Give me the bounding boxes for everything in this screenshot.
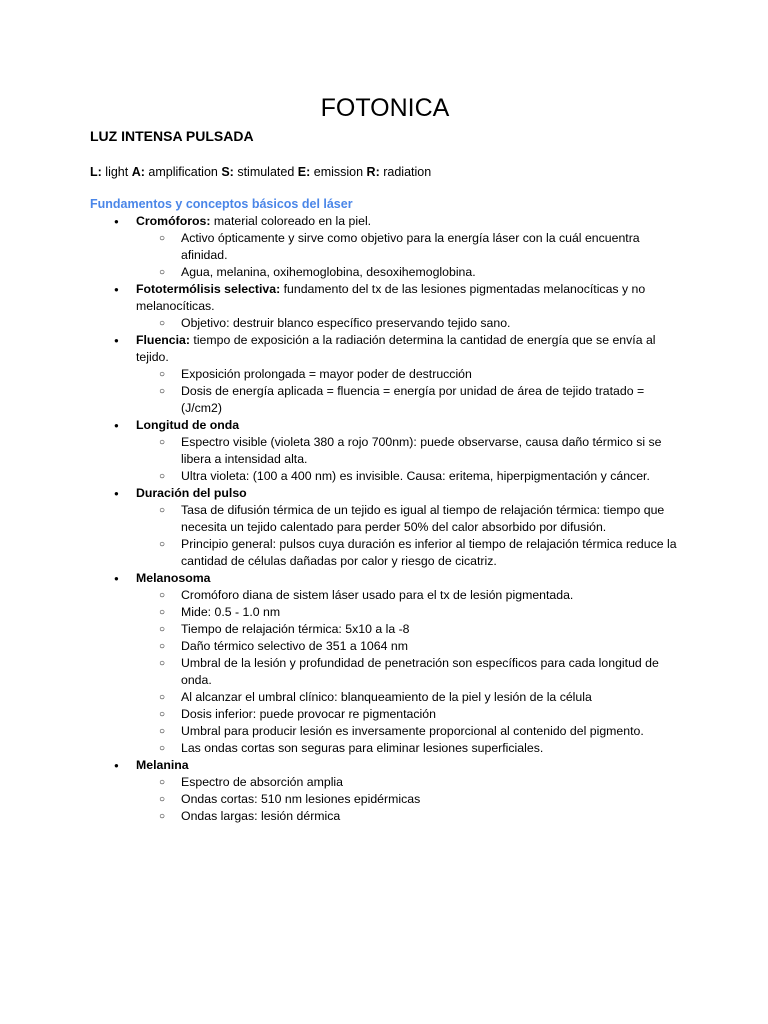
sub-list-item: ○ Al alcanzar el umbral clínico: blanqueamiento de la piel y lesión de la célula <box>136 689 680 706</box>
item-term: Melanina <box>136 758 189 772</box>
item-description: fundamento del tx de las lesiones pigmentadas melanocíticas y no melanocíticas. <box>136 282 646 313</box>
acronym-value: stimulated <box>233 165 298 179</box>
sub-list-item: ○ Exposición prolongada = mayor poder de destrucción <box>136 366 680 383</box>
sub-list-item: ○ Umbral para producir lesión es inversamente proporcional al contenido del pigmento. <box>136 723 680 740</box>
sub-list-item: ○ Objetivo: destruir blanco específico preservando tejido sano. <box>136 315 680 332</box>
sub-list-item: ○ Activo ópticamente y sirve como objetivo para la energía láser con la cuál encuentra afinidad. <box>136 230 680 264</box>
acronym-key: L: <box>90 165 102 179</box>
item-term: Fluencia: <box>136 333 190 347</box>
list-item <box>90 570 680 757</box>
sub-list-item: ○ Cromóforo diana de sistem láser usado para el tx de lesión pigmentada. <box>136 587 680 604</box>
acronym-value: amplification <box>144 165 222 179</box>
list-item <box>90 213 680 281</box>
list-item <box>90 332 680 417</box>
item-term: Duración del pulso <box>136 486 247 500</box>
sub-list <box>136 587 680 757</box>
item-term: Fototermólisis selectiva: <box>136 282 281 296</box>
item-description: material coloreado en la piel. <box>210 214 372 228</box>
sub-list-item: ○ Principio general: pulsos cuya duración es inferior al tiempo de relajación térmica reduce la cantidad de células dañadas por calor y riesgo de cicatriz. <box>136 536 680 570</box>
sub-list-item: ○ Ondas largas: lesión dérmica <box>136 808 680 825</box>
notes-list <box>90 213 680 825</box>
sub-list-item: ○ Tasa de difusión térmica de un tejido es igual al tiempo de relajación térmica: tiempo que necesita un tejido calentado para perder 50% del calor absorbido por difusión. <box>136 502 680 536</box>
item-term: Melanosoma <box>136 571 211 585</box>
item-description: tiempo de exposición a la radiación determina la cantidad de energía que se envía al tejido. <box>136 333 656 364</box>
sub-list <box>136 502 680 570</box>
sub-list-item: ○ Dosis de energía aplicada = fluencia = energía por unidad de área de tejido tratado = (J/cm2) <box>136 383 680 417</box>
sub-list-item: ○ Espectro de absorción amplia <box>136 774 680 791</box>
sub-list-item: ○ Mide: 0.5 - 1.0 nm <box>136 604 680 621</box>
sub-list-item: ○ Ultra violeta: (100 a 400 nm) es invisible. Causa: eritema, hiperpigmentación y cáncer. <box>136 468 680 485</box>
sub-list-item: ○ Daño térmico selectivo de 351 a 1064 nm <box>136 638 680 655</box>
list-item <box>90 757 680 825</box>
item-term: Longitud de onda <box>136 418 240 432</box>
acronym-value: light <box>101 165 132 179</box>
sub-list <box>136 230 680 281</box>
list-item <box>90 485 680 570</box>
list-item <box>90 417 680 485</box>
acronym-key: R: <box>366 165 380 179</box>
acronym-key: S: <box>221 165 234 179</box>
sub-list-item: ○ Las ondas cortas son seguras para eliminar lesiones superficiales. <box>136 740 680 757</box>
page-title: FOTONICA <box>320 94 450 122</box>
sub-list <box>136 366 680 417</box>
acronym-key: A: <box>131 165 145 179</box>
sub-list-item: ○ Tiempo de relajación térmica: 5x10 a la -8 <box>136 621 680 638</box>
acronym-key: E: <box>297 165 311 179</box>
item-term: Cromóforos: <box>136 214 211 228</box>
sub-list <box>136 434 680 485</box>
sub-list <box>136 315 680 332</box>
sub-list-item: ○ Ondas cortas: 510 nm lesiones epidérmicas <box>136 791 680 808</box>
sub-list-item: ○ Espectro visible (violeta 380 a rojo 700nm): puede observarse, causa daño térmico si se libera a intensidad alta. <box>136 434 680 468</box>
section-heading: Fundamentos y conceptos básicos del láser <box>90 197 353 211</box>
sub-list-item: ○ Dosis inferior: puede provocar re pigmentación <box>136 706 680 723</box>
acronym-value: emission <box>310 165 367 179</box>
sub-list <box>136 774 680 825</box>
page-subtitle: LUZ INTENSA PULSADA <box>90 128 254 144</box>
sub-list-item: ○ Umbral de la lesión y profundidad de penetración son específicos para cada longitud de onda. <box>136 655 680 689</box>
acronym-line <box>90 163 431 181</box>
sub-list-item: ○ Agua, melanina, oxihemoglobina, desoxihemoglobina. <box>136 264 680 281</box>
acronym-value: radiation <box>379 165 432 179</box>
list-item <box>90 281 680 332</box>
notes-list-container <box>90 213 680 825</box>
